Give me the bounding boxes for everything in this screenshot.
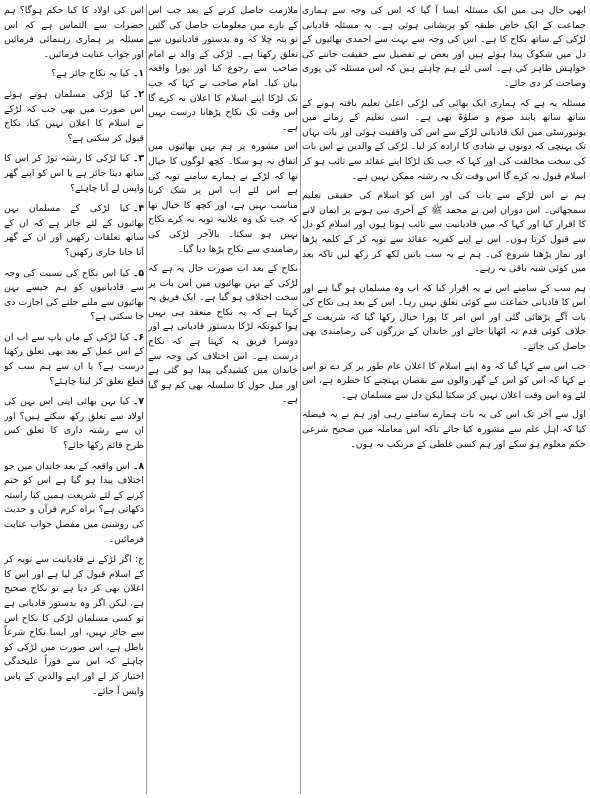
question-item	[4, 152, 144, 196]
question-item	[4, 267, 144, 325]
paragraph: ملازمت حاصل کرنے کے بعد جب اس کے بارے میں معلومات حاصل کی گئیں تو پتہ چلا کہ وہ بدستور قادیانیوں سے تعلق رکھتا ہے۔ لڑکی کے والد نے امام صاحب سے رجوع کیا اور پورا واقعہ بیان کیا۔ امام صاحب نے کہا کہ جب تک لڑکا اپنے اسلام کا اعلان نہ کرے گا اس وقت تک نکاح پڑھانا درست نہیں ہے۔	[148, 5, 298, 133]
question-text: کیا بہن بھائی اپنی اس بہن کی اولاد سے تعلق رکھ سکتے ہیں؟ اور ان سے رشتہ داری کا تعلق کس طرح قائم رکھا جائے؟	[4, 396, 144, 452]
question-item	[4, 331, 144, 389]
question-number: ۴۔	[132, 203, 144, 215]
question-number: ۳۔	[132, 153, 144, 165]
paragraph: اول سے آخر تک اس کی یہ بات ہمارے سامنے رہی اور ہم نے یہ فیصلہ کیا کہ اہل علم سے مشورہ کیا جائے تاکہ اس معاملہ میں صحیح شرعی حکم معلوم ہو سکے اور ہم کسی غلطی کے مرتکب نہ ہوں۔	[302, 409, 586, 450]
middle-column	[148, 4, 298, 794]
question-text: اس واقعہ کے بعد خاندان میں جو اختلاف پیدا ہو گیا ہے اس کو ختم کرنے کے لئے شریعت ہمیں کیا راستہ دکھاتی ہے؟ براہ کرم قرآن و حدیث کی روشنی میں مفصل جواب عنایت فرمائیں۔	[4, 460, 144, 545]
paragraph: نکاح کے بعد اب صورت حال یہ ہے کہ لڑکی کے بہن بھائیوں میں اس بات پر سخت اختلاف ہو گیا ہے۔ ایک فریق یہ کہتا ہے کہ یہ نکاح منعقد ہی نہیں ہوا کیونکہ لڑکا بدستور قادیانی ہے اور دوسرا فریق یہ کہتا ہے کہ نکاح درست ہے۔ اس اختلاف کی وجہ سے خاندان میں کشیدگی پیدا ہو گئی ہے اور میل جول کا سلسلہ بھی کم ہو گیا ہے۔	[148, 263, 298, 406]
answer-paragraph: ج: اگر لڑکے نے قادیانیت سے توبہ کر کے اسلام قبول کر لیا ہے اور اس کا اعلان بھی کر دیا ہے تو نکاح صحیح ہے، لیکن اگر وہ بدستور قادیانی ہے تو کسی مسلمان لڑکی کا نکاح اس سے جائز نہیں، اور ایسا نکاح شرعاً باطل ہے، اس صورت میں لڑکی کو چاہئے کہ اس سے فوراً علیحدگی اختیار کر لے اور اپنے والدین کے پاس واپس آ جائے۔	[4, 554, 144, 697]
question-item	[4, 460, 144, 548]
right-column	[302, 4, 586, 794]
paragraph: ابھی حال ہی میں ایک مسئلہ ایسا آ گیا کہ اس کی وجہ سے ہماری جماعت کے ایک خاص طبقہ کو پریشانی ہوئی ہے۔ یہ مسئلہ قادیانی لڑکی کے ساتھ نکاح کا ہے۔ اس کی وجہ سے بہت سے احمدی بھائیوں کے دل میں شکوک پیدا ہوئے ہیں اور بعض نے تفصیل سے حقیقت جاننے کی خواہش ظاہر کی ہے۔ اسی لئے ہم چاہتے ہیں کہ اس مسئلہ کی پوری وضاحت کر دی جائے۔	[302, 5, 586, 89]
question-number: ۷۔	[132, 396, 144, 408]
question-text: کیا یہ نکاح جائز ہے؟	[51, 68, 130, 80]
question-number: ۶۔	[132, 331, 144, 343]
column-divider	[300, 4, 301, 794]
question-number: ۵۔	[132, 267, 144, 279]
question-text: کیا لڑکی کے مسلمان بہن بھائیوں کے لئے جائز ہے کہ ان کے ساتھ تعلقات رکھیں اور ان کے گھر آنا جانا جاری رکھیں؟	[4, 203, 144, 258]
question-text: کیا اس نکاح کی نسبت کی وجہ سے قادیانیوں کو ہم جیسے بہن بھائیوں سے ملنے جلنے کی اجازت دی جا سکتی ہے؟	[4, 267, 144, 323]
question-number: ۲۔	[132, 88, 144, 100]
question-text: کیا لڑکی کا رشتہ توڑ کر اس کا ساتھ دینا جائز ہے یا اس کو اپنے گھر واپس لے آنا چاہئے؟	[4, 153, 144, 194]
column-divider	[146, 4, 147, 794]
question-item	[4, 67, 144, 82]
question-item	[4, 395, 144, 453]
question-text: کیا لڑکی مسلمان ہوتے ہوئے اس صورت میں بھی جب کہ لڑکے نے اسلام کا اعلان نہیں کیا، نکاح قبول کر سکتی ہے؟	[4, 88, 144, 144]
intro-paragraph: اس کی اولاد کا کیا حکم ہوگا؟ ہم حضرات سے التماس ہے کہ اس مسئلہ پر ہماری رہنمائی فرمائیں اور جواب عنایت فرمائیں۔	[4, 5, 144, 60]
question-number: ۱۔	[132, 68, 144, 80]
paragraph: مسئلہ یہ ہے کہ ہماری ایک بھائی کی لڑکی اعلیٰ تعلیم یافتہ ہونے کے ساتھ ساتھ پابند صوم و صلوٰۃ بھی ہے۔ اسی تعلیم کے زمانے میں یونیورسٹی میں ایک قادیانی لڑکے سے اس کی واقفیت ہوئی اور بات بہاں تک پہنچی کہ دونوں نے شادی کا ارادہ کر لیا۔ لڑکی کے والدین نے اس بات کی سخت مخالفت کی اور کہا کہ جب تک لڑکا اپنے عقائد سے تائب ہو کر اسلام قبول نہ کرے گا اس وقت تک یہ رشتہ ممکن نہیں ہے۔	[302, 97, 586, 182]
left-column	[4, 4, 144, 794]
question-item	[4, 88, 144, 146]
question-text: کیا لڑکی کے ماں باپ سے اب ان کے اس عمل کے بعد بھی تعلق رکھنا درست ہے؟ یا ان سے ہم سب کو قطع تعلق کر لینا چاہئے؟	[4, 331, 144, 387]
paragraph: اس مشورہ پر ہم بہن بھائیوں میں اتفاق نہ ہو سکا۔ کچھ لوگوں کا خیال تھا کہ لڑکے نے ہمارے سامنے توبہ کی ہے اس لئے اب اس پر شک کرنا مناسب نہیں ہے، اور کچھ کا خیال تھا کہ جب تک وہ علانیہ توبہ نہ کرے نکاح نہیں ہو سکتا۔ بالآخر لڑکی کی رضامندی سے نکاح پڑھا دیا گیا۔	[148, 141, 298, 255]
paragraph: ہم سب کے سامنے اس نے یہ اقرار کیا کہ اب وہ مسلمان ہو گیا ہے اور اس کا قادیانی جماعت سے کوئی تعلق نہیں رہا۔ اس کے بعد ہی نکاح کی بات آگے بڑھائی گئی اور اس امر کا پورا خیال رکھا گیا کہ شریعت کے خلاف کوئی قدم نہ اٹھایا جائے اور خاندان کے بزرگوں کی رضامندی بھی حاصل کی جائے۔	[302, 282, 586, 353]
question-item	[4, 202, 144, 260]
paragraph: ہم نے اس لڑکے سے بات کی اور اس کو اسلام کی حقیقی تعلیم سمجھائی۔ اس دوران اس نے محمد ﷺ کے آخری نبی ہونے پر ایمان لانے کا اقرار کیا اور کہا کہ میں قادیانیت سے تائب ہوتا ہوں اور اسلام کو دل سے قبول کرتا ہوں۔ اس نے اپنے کفریہ عقائد سے توبہ کر کے کلمہ پڑھا اور نماز پڑھنا شروع کی۔ ہم نے یہ سب باتیں لکھ کر رکھ لیں تاکہ بعد میں کوئی شبہ باقی نہ رہے۔	[302, 190, 586, 275]
question-number: ۸۔	[132, 460, 144, 472]
paragraph: جب اس سے کہا گیا کہ وہ اپنے اسلام کا اعلان عام طور پر کر دے تو اس نے کہا کہ اس کو اس کے گھر والوں سے نقصان پہنچنے کا خطرہ ہے، اس لئے وہ اس وقت اعلان نہیں کر سکتا لیکن دل سے مسلمان ہے۔	[302, 360, 586, 401]
